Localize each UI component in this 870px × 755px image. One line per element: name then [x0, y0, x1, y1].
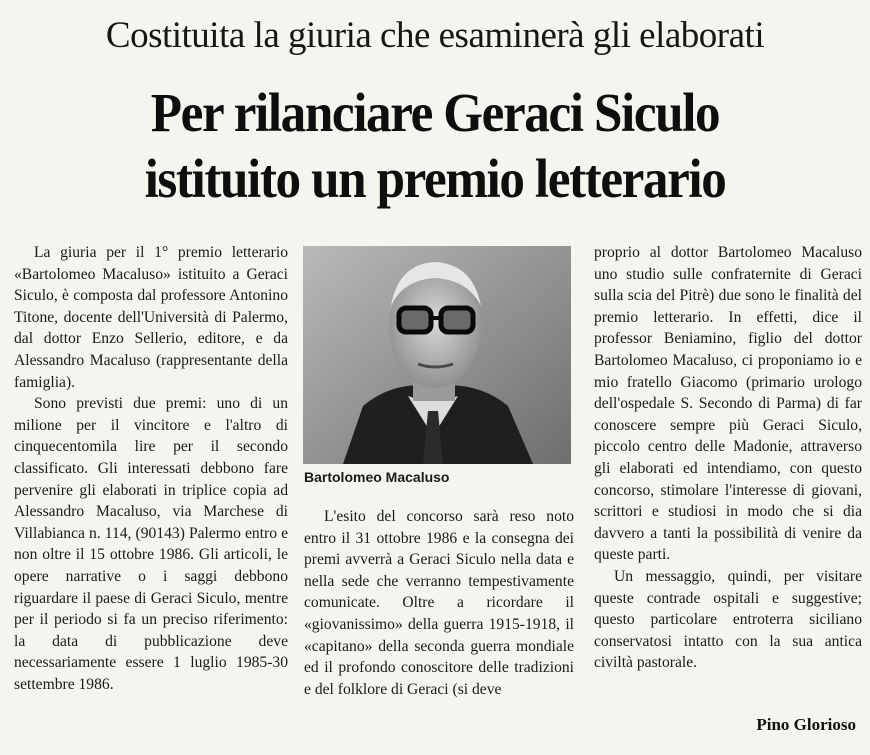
paragraph-results: L'esito del concorso sarà reso noto entro il 31 ottobre 1986 e la consegna dei premi avverrà a Geraci Siculo nella data e nella sede che verranno tempestivamente comunicate. Oltre a ricordare il «giovanissimo» della guerra 1915-1918, il «capitano» della seconda guerra mondiale ed il profondo conoscitore delle tradizioni e del folklore di Geraci (si deve: [304, 508, 574, 698]
author-signature: Pino Glorioso: [756, 715, 856, 734]
headline-line-2: istituito un premio letterario: [144, 148, 726, 209]
subheadline: Costituita la giuria che esaminerà gli elaborati: [105, 15, 765, 56]
article-column-2: [304, 506, 574, 700]
headline-line-1: Per rilanciare Geraci Siculo: [150, 82, 720, 143]
paragraph-jury: La giuria per il 1° premio letterario «Bartolomeo Macaluso» istituito a Geraci Siculo, è composta dal professore Antonino Titone, docente dell'Università di Palermo, dal dottor Enzo Sellerio, editore, e da Alessandro Macaluso (rappresentante della famiglia).: [14, 244, 288, 391]
paragraph-purpose: proprio al dottor Bartolomeo Macaluso uno studio sulle confraternite di Geraci sulla scia del Pitrè) due sono le finalità del premio letterario. In effetti, dice il professor Beniamino, figlio del dottor Bartolomeo Macaluso, ci proponiamo io e mio fratello Giacomo (primario urologo dell'ospedale S. Secondo di Parma) di far conoscere sempre più Geraci Siculo, piccolo centro delle Madonie, attraverso gli elaborati ed intendiamo, con questo concorso, stimolare l'interesse di giovani, scrittori e studiosi in modo che si dia davvero a tanti la possibilità di venire da queste parti.: [594, 244, 862, 564]
article-column-3: [594, 242, 862, 674]
paragraph-prizes: Sono previsti due premi: uno di un milione per il vincitore e l'altro di cinquecentomila lire per il secondo classificato. Gli interessati debbono fare pervenire gli elaborati in triplice copia ad Alessandro Macaluso, via Marchese di Villabianca n. 114, (90143) Palermo entro e non oltre il 15 ottobre 1986. Gli articoli, le opere narrative o i saggi debbono riguardare il paese di Geraci Siculo, mentre per il periodo si fa un preciso riferimento: la data di pubblicazione deve necessariamente essere 1 luglio 1985-30 settembre 1986.: [14, 395, 288, 693]
article-column-1: [14, 242, 288, 695]
paragraph-message: Un messaggio, quindi, per visitare queste contrade ospitali e suggestive; questo particolare entroterra siciliano conservatosi intatto con la sua antica civiltà pastorale.: [594, 567, 862, 672]
photo-caption: Bartolomeo Macaluso: [304, 469, 450, 485]
headline: [30, 80, 839, 212]
portrait-photo: [303, 246, 571, 464]
